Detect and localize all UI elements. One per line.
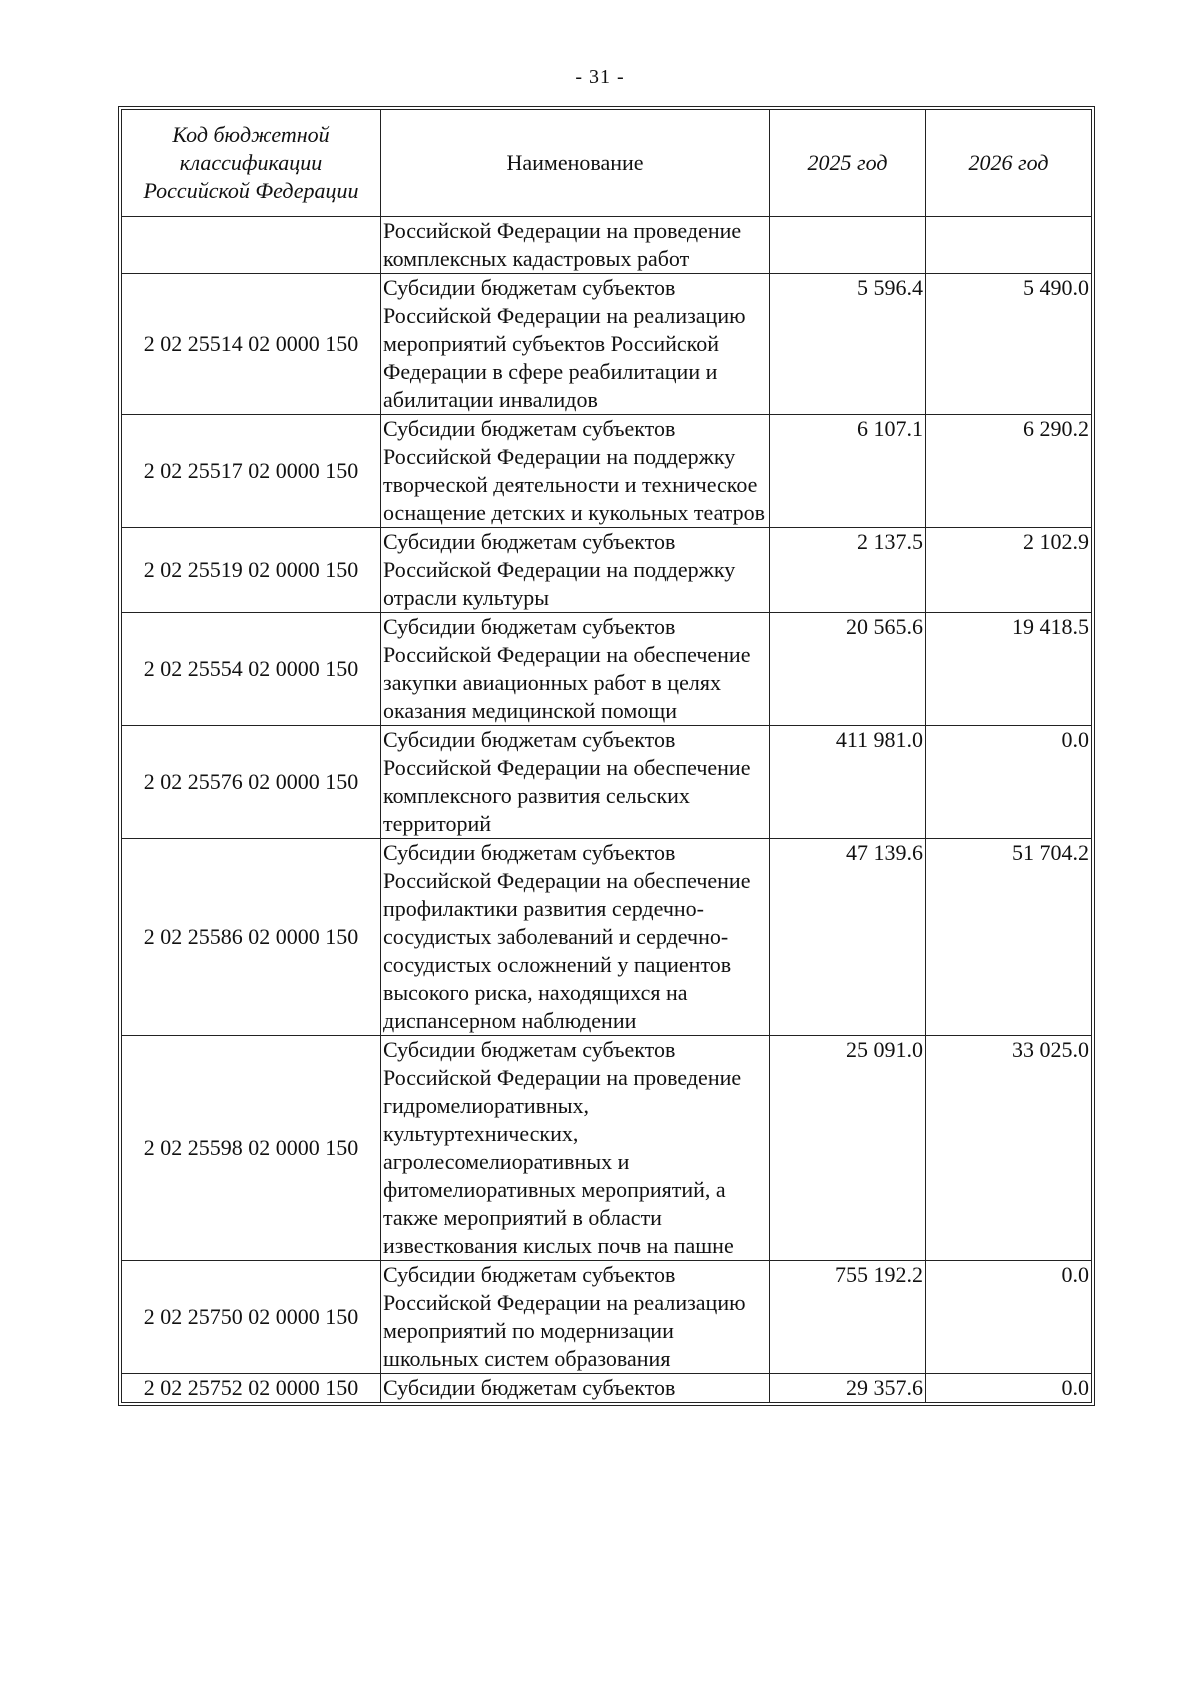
table-row — [122, 1261, 1092, 1374]
row-name: Субсидии бюджетам субъектов Российской Федерации на обеспечение профилактики развития сердечно-сосудистых заболеваний и сердечно-сосудистых осложнений у пациентов высокого риска, находящихся на диспансерном наблюдении — [381, 839, 770, 1036]
row-name: Субсидии бюджетам субъектов Российской Федерации на обеспечение закупки авиационных работ в целях оказания медицинской помощи — [381, 613, 770, 726]
table-row — [122, 1374, 1092, 1403]
row-value-2026: 33 025.0 — [926, 1036, 1092, 1261]
row-value-2025: 20 565.6 — [770, 613, 926, 726]
row-code: 2 02 25576 02 0000 150 — [122, 726, 381, 839]
row-value-2025: 47 139.6 — [770, 839, 926, 1036]
row-name: Субсидии бюджетам субъектов Российской Федерации на проведение гидромелиоративных, культуртехнических, агролесомелиоративных и фитомелиоративных мероприятий, а также мероприятий в области известкования кислых почв на пашне — [381, 1036, 770, 1261]
row-code: 2 02 25750 02 0000 150 — [122, 1261, 381, 1374]
row-value-2026: 2 102.9 — [926, 528, 1092, 613]
table-row — [122, 415, 1092, 528]
row-code: 2 02 25519 02 0000 150 — [122, 528, 381, 613]
row-name: Субсидии бюджетам субъектов Российской Федерации на поддержку творческой деятельности и техническое оснащение детских и кукольных театров — [381, 415, 770, 528]
row-value-2025: 25 091.0 — [770, 1036, 926, 1261]
header-code: Код бюджетной классификации Российской Федерации — [122, 110, 381, 217]
row-value-2025: 5 596.4 — [770, 274, 926, 415]
row-value-2026 — [926, 217, 1092, 274]
row-value-2025: 6 107.1 — [770, 415, 926, 528]
row-name: Субсидии бюджетам субъектов — [381, 1374, 770, 1403]
row-code: 2 02 25517 02 0000 150 — [122, 415, 381, 528]
row-name: Субсидии бюджетам субъектов Российской Федерации на реализацию мероприятий по модернизации школьных систем образования — [381, 1261, 770, 1374]
table-row — [122, 726, 1092, 839]
table-row — [122, 839, 1092, 1036]
row-value-2025 — [770, 217, 926, 274]
row-code — [122, 217, 381, 274]
row-code: 2 02 25752 02 0000 150 — [122, 1374, 381, 1403]
row-name: Субсидии бюджетам субъектов Российской Федерации на обеспечение комплексного развития сельских территорий — [381, 726, 770, 839]
row-name: Субсидии бюджетам субъектов Российской Федерации на реализацию мероприятий субъектов Российской Федерации в сфере реабилитации и абилитации инвалидов — [381, 274, 770, 415]
row-code: 2 02 25514 02 0000 150 — [122, 274, 381, 415]
row-value-2025: 2 137.5 — [770, 528, 926, 613]
table-row — [122, 613, 1092, 726]
row-name: Российской Федерации на проведение комплексных кадастровых работ — [381, 217, 770, 274]
row-value-2026: 6 290.2 — [926, 415, 1092, 528]
table-header — [122, 110, 1092, 217]
page-number: - 31 - — [575, 66, 625, 88]
table-row — [122, 1036, 1092, 1261]
header-2025: 2025 год — [770, 110, 926, 217]
header-name: Наименование — [381, 110, 770, 217]
row-name: Субсидии бюджетам субъектов Российской Федерации на поддержку отрасли культуры — [381, 528, 770, 613]
row-code: 2 02 25554 02 0000 150 — [122, 613, 381, 726]
table-row — [122, 528, 1092, 613]
header-2026: 2026 год — [926, 110, 1092, 217]
header-row — [122, 110, 1092, 217]
row-value-2026: 51 704.2 — [926, 839, 1092, 1036]
budget-table — [121, 109, 1092, 1403]
row-value-2025: 29 357.6 — [770, 1374, 926, 1403]
table-body — [122, 217, 1092, 1403]
row-value-2026: 0.0 — [926, 1261, 1092, 1374]
table-row — [122, 274, 1092, 415]
row-value-2026: 0.0 — [926, 726, 1092, 839]
row-value-2026: 0.0 — [926, 1374, 1092, 1403]
row-value-2025: 755 192.2 — [770, 1261, 926, 1374]
table-row — [122, 217, 1092, 274]
row-value-2026: 5 490.0 — [926, 274, 1092, 415]
row-code: 2 02 25586 02 0000 150 — [122, 839, 381, 1036]
row-value-2025: 411 981.0 — [770, 726, 926, 839]
row-code: 2 02 25598 02 0000 150 — [122, 1036, 381, 1261]
row-value-2026: 19 418.5 — [926, 613, 1092, 726]
